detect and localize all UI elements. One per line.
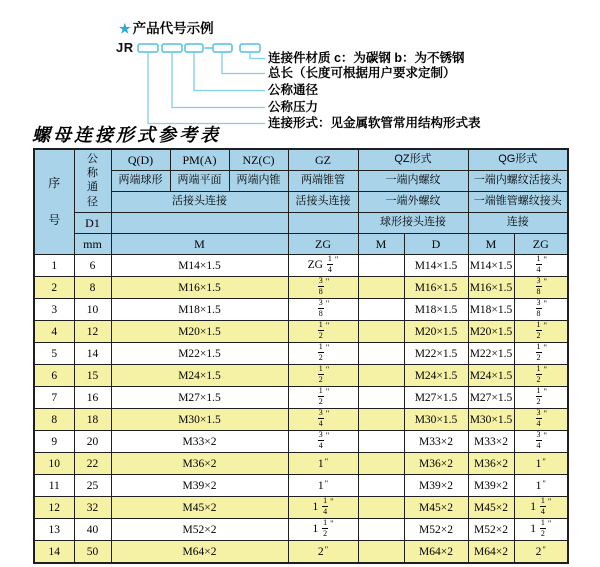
header-nz-desc: 两端内锥: [229, 171, 288, 192]
header-q-desc: 两端球形: [111, 171, 170, 192]
cell-qz-d: M20×1.5: [404, 321, 468, 343]
header-zg: ZG: [288, 234, 358, 255]
cell-qg-m: M18×1.5: [468, 299, 514, 321]
cell-qg-m: M20×1.5: [468, 321, 514, 343]
cell-dn-mm: 40: [74, 519, 111, 541]
cell-dn-mm: 10: [74, 299, 111, 321]
cell-seq: 7: [34, 387, 74, 409]
cell-seq: 8: [34, 409, 74, 431]
cell-qg-zg: 1 $\frac{1}{2}$ ": [514, 519, 568, 541]
cell-qz-d: M27×1.5: [404, 387, 468, 409]
header-qg-form: QG形式: [468, 149, 568, 171]
cell-zg: $\frac{1}{2}$ ": [288, 321, 358, 343]
cell-qz-d: M16×1.5: [404, 277, 468, 299]
cell-qg-m: M22×1.5: [468, 343, 514, 365]
cell-qg-m: M64×2: [468, 541, 514, 564]
header-pm: PM(A): [170, 149, 229, 171]
code-box-5: [240, 44, 260, 52]
cell-qg-zg: $\frac{3}{4}$ ": [514, 409, 568, 431]
cell-seq: 11: [34, 475, 74, 497]
code-label-diameter: 公称通径: [268, 83, 319, 97]
cell-zg: 1": [288, 453, 358, 475]
cell-m: M30×1.5: [111, 409, 288, 431]
table-row: [34, 475, 568, 497]
header-qg-zg: ZG: [514, 234, 568, 255]
header-blank-left: [111, 213, 288, 234]
cell-seq: 4: [34, 321, 74, 343]
cell-seq: 6: [34, 365, 74, 387]
cell-qz-d: M33×2: [404, 431, 468, 453]
cell-seq: 13: [34, 519, 74, 541]
header-qg-desc1: 一端内螺纹活接头: [468, 171, 568, 192]
cell-qg-zg: $\frac{1}{4}$ ": [514, 255, 568, 277]
cell-qg-m: M14×1.5: [468, 255, 514, 277]
cell-m: M64×2: [111, 541, 288, 564]
cell-qg-zg: $\frac{3}{8}$ ": [514, 299, 568, 321]
cell-qz-d: M45×2: [404, 497, 468, 519]
product-code-prefix: JR: [116, 40, 134, 55]
header-m: M: [111, 234, 288, 255]
cell-seq: 3: [34, 299, 74, 321]
header-qz-d: D: [404, 234, 468, 255]
cell-m: M22×1.5: [111, 343, 288, 365]
table-row: [34, 409, 568, 431]
cell-qg-zg: 1": [514, 475, 568, 497]
code-box-4: [213, 44, 232, 52]
header-blank-gz: [288, 213, 358, 234]
cell-qz-m: [358, 453, 404, 475]
header-qz-desc3: 球形接头连接: [358, 213, 468, 234]
cell-zg: $\frac{3}{4}$ ": [288, 409, 358, 431]
cell-zg: 1 $\frac{1}{4}$ ": [288, 497, 358, 519]
cell-dn-mm: 22: [74, 453, 111, 475]
cell-qz-m: [358, 299, 404, 321]
cell-qz-d: M36×2: [404, 453, 468, 475]
cell-qg-m: M45×2: [468, 497, 514, 519]
cell-m: M27×1.5: [111, 387, 288, 409]
table-row: [34, 321, 568, 343]
cell-qz-m: [358, 365, 404, 387]
cell-m: M20×1.5: [111, 321, 288, 343]
table-row: [34, 431, 568, 453]
header-qz-desc1: 一端内螺纹: [358, 171, 468, 192]
cell-m: M14×1.5: [111, 255, 288, 277]
cell-qg-zg: $\frac{1}{2}$ ": [514, 365, 568, 387]
cell-qz-d: M18×1.5: [404, 299, 468, 321]
code-box-1: [138, 44, 158, 52]
table-row: [34, 365, 568, 387]
header-unit: mm: [74, 234, 111, 255]
cell-dn-mm: 32: [74, 497, 111, 519]
cell-m: M39×2: [111, 475, 288, 497]
cell-qz-m: [358, 541, 404, 564]
header-gz-desc: 两端锥管: [288, 171, 358, 192]
cell-qz-d: M22×1.5: [404, 343, 468, 365]
table-row: [34, 343, 568, 365]
cell-seq: 9: [34, 431, 74, 453]
cell-qg-zg: $\frac{3}{4}$ ": [514, 431, 568, 453]
table-row: [34, 541, 568, 564]
cell-zg: $\frac{3}{8}$ ": [288, 277, 358, 299]
header-gz-union: 活接头连接: [288, 192, 358, 213]
cell-dn-mm: 25: [74, 475, 111, 497]
cell-zg: $\frac{1}{2}$ ": [288, 387, 358, 409]
cell-qz-d: M14×1.5: [404, 255, 468, 277]
cell-qg-zg: $\frac{1}{2}$ ": [514, 343, 568, 365]
table-row: [34, 299, 568, 321]
cell-m: M33×2: [111, 431, 288, 453]
cell-seq: 12: [34, 497, 74, 519]
cell-seq: 2: [34, 277, 74, 299]
table-row: [34, 453, 568, 475]
cell-dn-mm: 20: [74, 431, 111, 453]
cell-qg-zg: $\frac{1}{2}$ ": [514, 387, 568, 409]
cell-qz-m: [358, 431, 404, 453]
leader-line-connection: [148, 52, 265, 124]
header-qz-m: M: [358, 234, 404, 255]
cell-seq: 1: [34, 255, 74, 277]
cell-zg: $\frac{3}{4}$ ": [288, 431, 358, 453]
cell-qz-m: [358, 519, 404, 541]
table-title: 螺母连接形式参考表: [32, 125, 221, 146]
cell-qg-m: M24×1.5: [468, 365, 514, 387]
cell-m: M45×2: [111, 497, 288, 519]
header-qg-desc2: 一端锥管螺纹接头: [468, 192, 568, 213]
cell-zg: 1 $\frac{1}{2}$ ": [288, 519, 358, 541]
code-label-material: 连接件材质 c：为碳钢 b：为不锈钢: [268, 51, 465, 65]
leader-line-pressure: [172, 52, 265, 108]
leader-line-length: [222, 52, 265, 74]
code-label-pressure: 公称压力: [268, 100, 319, 114]
table-row: [34, 255, 568, 277]
header-gz: GZ: [288, 149, 358, 171]
cell-m: M24×1.5: [111, 365, 288, 387]
cell-qz-m: [358, 475, 404, 497]
cell-qz-d: M30×1.5: [404, 409, 468, 431]
header-q: Q(D): [111, 149, 170, 171]
cell-qz-d: M24×1.5: [404, 365, 468, 387]
cell-qz-m: [358, 387, 404, 409]
table-row: [34, 519, 568, 541]
cell-qg-zg: 1": [514, 453, 568, 475]
cell-seq: 5: [34, 343, 74, 365]
cell-zg: $\frac{1}{2}$ ": [288, 343, 358, 365]
header-nz: NZ(C): [229, 149, 288, 171]
cell-dn-mm: 8: [74, 277, 111, 299]
leader-line-material: [250, 52, 265, 59]
nut-connection-table: [33, 148, 569, 564]
cell-qg-m: M36×2: [468, 453, 514, 475]
cell-m: M18×1.5: [111, 299, 288, 321]
table-row: [34, 387, 568, 409]
cell-dn-mm: 15: [74, 365, 111, 387]
cell-zg: ZG $\frac{1}{4}$ ": [288, 255, 358, 277]
cell-qg-m: M16×1.5: [468, 277, 514, 299]
cell-seq: 14: [34, 541, 74, 564]
header-nominal-diameter: 公 称 通 径: [74, 149, 111, 213]
header-union-connection: 活接头连接: [111, 192, 288, 213]
cell-qz-m: [358, 409, 404, 431]
cell-m: M36×2: [111, 453, 288, 475]
cell-qg-zg: 2": [514, 541, 568, 564]
cell-seq: 10: [34, 453, 74, 475]
header-seq: 序 号: [34, 149, 74, 255]
cell-qz-d: M39×2: [404, 475, 468, 497]
cell-qz-d: M52×2: [404, 519, 468, 541]
cell-qz-m: [358, 497, 404, 519]
cell-qg-m: M27×1.5: [468, 387, 514, 409]
cell-qz-m: [358, 277, 404, 299]
cell-dn-mm: 50: [74, 541, 111, 564]
cell-qz-m: [358, 343, 404, 365]
code-label-length: 总长（长度可根据用户要求定制）: [268, 66, 456, 80]
table-row: [34, 497, 568, 519]
header-pm-desc: 两端平面: [170, 171, 229, 192]
cell-qz-m: [358, 321, 404, 343]
cell-m: M16×1.5: [111, 277, 288, 299]
code-box-2: [162, 44, 182, 52]
cell-dn-mm: 16: [74, 387, 111, 409]
star-icon: ★: [119, 21, 131, 36]
cell-qg-zg: $\frac{3}{8}$ ": [514, 277, 568, 299]
cell-qg-m: M39×2: [468, 475, 514, 497]
cell-qz-m: [358, 255, 404, 277]
product-code-heading-text: 产品代号示例: [132, 21, 214, 36]
cell-qg-m: M33×2: [468, 431, 514, 453]
cell-zg: 1": [288, 475, 358, 497]
cell-qg-zg: $\frac{1}{2}$ ": [514, 321, 568, 343]
code-label-connection: 连接形式：见金属软管常用结构形式表: [268, 116, 481, 130]
header-qz-form: QZ形式: [358, 149, 468, 171]
cell-qg-m: M30×1.5: [468, 409, 514, 431]
table-row: [34, 277, 568, 299]
cell-zg: $\frac{1}{2}$ ": [288, 365, 358, 387]
header-qz-desc2: 一端外螺纹: [358, 192, 468, 213]
code-box-3: [185, 44, 203, 52]
leader-line-diameter: [194, 52, 265, 91]
cell-dn-mm: 12: [74, 321, 111, 343]
cell-qg-m: M52×2: [468, 519, 514, 541]
header-qg-m: M: [468, 234, 514, 255]
cell-dn-mm: 6: [74, 255, 111, 277]
cell-m: M52×2: [111, 519, 288, 541]
cell-dn-mm: 14: [74, 343, 111, 365]
header-d1: D1: [74, 213, 111, 234]
header-qg-desc3: 连接: [468, 213, 568, 234]
cell-qz-d: M64×2: [404, 541, 468, 564]
cell-zg: $\frac{3}{8}$ ": [288, 299, 358, 321]
cell-qg-zg: 1 $\frac{1}{4}$ ": [514, 497, 568, 519]
cell-dn-mm: 18: [74, 409, 111, 431]
cell-zg: 2": [288, 541, 358, 564]
